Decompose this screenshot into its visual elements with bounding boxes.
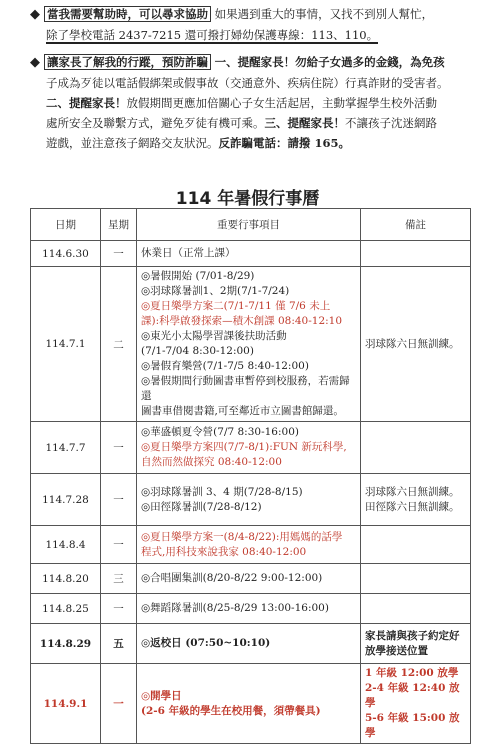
event-item: ◎夏日樂學方案二(7/1-7/11 僅 7/6 未上 bbox=[141, 300, 331, 312]
table-header-row bbox=[31, 209, 471, 241]
row-items bbox=[137, 267, 361, 422]
header-items: 重要行事項目 bbox=[137, 209, 361, 241]
event-item: ◎合唱團集訓(8/20-8/22 9:00-12:00) bbox=[141, 572, 323, 584]
safety-text-2: 子成為歹徒以電話假綁架或假事故（交通意外、疾病住院）行真詐財的受害者。 bbox=[46, 76, 449, 90]
row-items bbox=[137, 664, 361, 744]
row-weekday: 一 bbox=[101, 594, 137, 624]
header-weekday: 星期 bbox=[101, 209, 137, 241]
row-date: 114.9.1 bbox=[31, 664, 101, 744]
table-row bbox=[31, 526, 471, 564]
note-item: 2-4 年級 12:40 放學 bbox=[365, 682, 460, 709]
row-date: 114.8.25 bbox=[31, 594, 101, 624]
table-row bbox=[31, 664, 471, 744]
table-row bbox=[31, 241, 471, 267]
row-notes bbox=[361, 474, 471, 526]
event-item: 圖書車借閱書籍,可至鄰近市立圖書館歸還。 bbox=[141, 405, 344, 417]
row-weekday: 五 bbox=[101, 624, 137, 664]
event-item: ◎羽球隊暑訓 3、4 期(7/28-8/15) bbox=[141, 485, 303, 498]
table-row bbox=[31, 267, 471, 422]
note-item: 1 年級 12:00 放學 bbox=[365, 667, 459, 679]
event-item: ◎田徑隊暑訓(7/28-8/12) bbox=[141, 500, 262, 513]
table-row bbox=[31, 594, 471, 624]
notice-help bbox=[30, 4, 470, 45]
row-items bbox=[137, 564, 361, 594]
diamond-bullet-icon: ◆ bbox=[30, 7, 40, 22]
row-items bbox=[137, 526, 361, 564]
note-item: 放學接送位置 bbox=[365, 644, 428, 657]
safety-text-1: 一、提醒家長！勿給子女過多的金錢，為免孩 bbox=[214, 55, 445, 69]
row-date: 114.7.1 bbox=[31, 267, 101, 422]
row-date: 114.7.7 bbox=[31, 422, 101, 474]
header-date: 日期 bbox=[31, 209, 101, 241]
row-items bbox=[137, 594, 361, 624]
note-item: 家長請與孩子約定好 bbox=[365, 629, 460, 642]
row-notes bbox=[361, 241, 471, 267]
help-hotline: 除了學校電話 2437-7215 還可撥打婦幼保護專線：113、110。 bbox=[46, 28, 379, 42]
table-row bbox=[31, 624, 471, 664]
safety-text-4: 處所安全及聯繫方式，避免歹徒有機可乘。 bbox=[46, 116, 265, 130]
event-item: ◎暑假期間行動圖書車暫停到校服務，若需歸還 bbox=[141, 375, 350, 402]
row-weekday: 三 bbox=[101, 564, 137, 594]
page-title: 114 年暑假行事曆 bbox=[175, 189, 320, 209]
event-item: 休業日（正常上課） bbox=[141, 247, 236, 259]
help-text: 如果遇到重大的事情，又找不到別人幫忙， bbox=[214, 7, 434, 21]
row-date: 114.8.20 bbox=[31, 564, 101, 594]
event-item: (7/1-7/04 8:30-12:00) bbox=[141, 345, 254, 357]
event-item: 課):科學啟發探索—積木創課 08:40-12:10 bbox=[141, 315, 343, 327]
note-item: 5-6 年級 15:00 放學 bbox=[365, 712, 460, 739]
event-item: 自然而然做探究 08:40-12:00 bbox=[141, 456, 282, 468]
row-notes bbox=[361, 422, 471, 474]
note-item: 田徑隊六日無訓練。 bbox=[365, 500, 460, 513]
table-row bbox=[31, 422, 471, 474]
event-item: ◎夏日樂學方案四(7/7-8/1):FUN 新玩科學, bbox=[141, 441, 347, 453]
table-row bbox=[31, 474, 471, 526]
event-item: (2-6 年級的學生在校用餐，須帶餐具) bbox=[141, 704, 321, 717]
anti-fraud-hotline: 反詐騙電話：請撥 165。 bbox=[218, 136, 351, 150]
row-weekday: 一 bbox=[101, 241, 137, 267]
note-item: 羽球隊六日無訓練。 bbox=[365, 337, 460, 350]
event-item: ◎暑假育樂營(7/1-7/5 8:40-12:00) bbox=[141, 360, 309, 372]
row-notes bbox=[361, 564, 471, 594]
event-item: ◎羽球隊暑訓1、2期(7/1-7/24) bbox=[141, 285, 290, 297]
row-notes bbox=[361, 624, 471, 664]
event-item: ◎舞蹈隊暑訓(8/25-8/29 13:00-16:00) bbox=[141, 602, 329, 614]
row-weekday: 一 bbox=[101, 422, 137, 474]
schedule-table bbox=[30, 208, 471, 744]
event-item: 程式,用科技來說我家 08:40-12:00 bbox=[141, 545, 307, 558]
row-date: 114.6.30 bbox=[31, 241, 101, 267]
notice-safety: ◆ 讓家長了解我的行蹤，預防詐騙 一、提醒家長！勿給子女過多的金錢，為免孩 子成為歹徒以電話假綁架或假事故（交通意外、疾病住院）行真詐財的受害者。 二、提醒家長！放假期間更應加倍關心子女生活起居，主動掌握學生校外活動 處所安全及聯繫方式，避免歹徒有機可乘。三、提醒家長！不讓孩子沈迷網路 遊戲，並注意孩子網路交友狀況。反詐騙電話：請撥 165。 bbox=[30, 52, 470, 153]
event-item: ◎暑假開始 (7/01-8/29) bbox=[141, 270, 255, 282]
row-notes bbox=[361, 267, 471, 422]
row-weekday: 一 bbox=[101, 664, 137, 744]
row-notes bbox=[361, 664, 471, 744]
safety-text-3: 放假期間更應加倍關心子女生活起居，主動掌握學生校外活動 bbox=[126, 96, 437, 110]
event-item: ◎夏日樂學方案一(8/4-8/22):用媽媽的話學 bbox=[141, 530, 343, 543]
row-date: 114.7.28 bbox=[31, 474, 101, 526]
row-date: 114.8.4 bbox=[31, 526, 101, 564]
table-row bbox=[31, 564, 471, 594]
event-item: ◎返校日 (07:50~10:10) bbox=[141, 637, 271, 649]
row-weekday: 一 bbox=[101, 474, 137, 526]
row-items bbox=[137, 474, 361, 526]
help-heading: 當我需要幫助時，可以尋求協助 bbox=[44, 6, 211, 22]
event-item: ◎開學日 bbox=[141, 689, 182, 702]
row-notes bbox=[361, 526, 471, 564]
row-weekday: 一 bbox=[101, 526, 137, 564]
safety-text-5: 遊戲，並注意孩子網路交友狀況。 bbox=[46, 136, 219, 150]
row-items bbox=[137, 624, 361, 664]
row-notes bbox=[361, 594, 471, 624]
safety-heading: 讓家長了解我的行蹤，預防詐騙 bbox=[44, 54, 211, 70]
row-date: 114.8.29 bbox=[31, 624, 101, 664]
row-weekday: 二 bbox=[101, 267, 137, 422]
diamond-bullet-icon: ◆ bbox=[30, 55, 40, 70]
note-item: 羽球隊六日無訓練。 bbox=[365, 485, 460, 498]
row-items bbox=[137, 422, 361, 474]
event-item: ◎東光小太陽學習課後扶助活動 bbox=[141, 330, 287, 342]
event-item: ◎華盛頓夏令營(7/7 8:30-16:00) bbox=[141, 426, 299, 438]
header-notes: 備註 bbox=[361, 209, 471, 241]
row-items bbox=[137, 241, 361, 267]
